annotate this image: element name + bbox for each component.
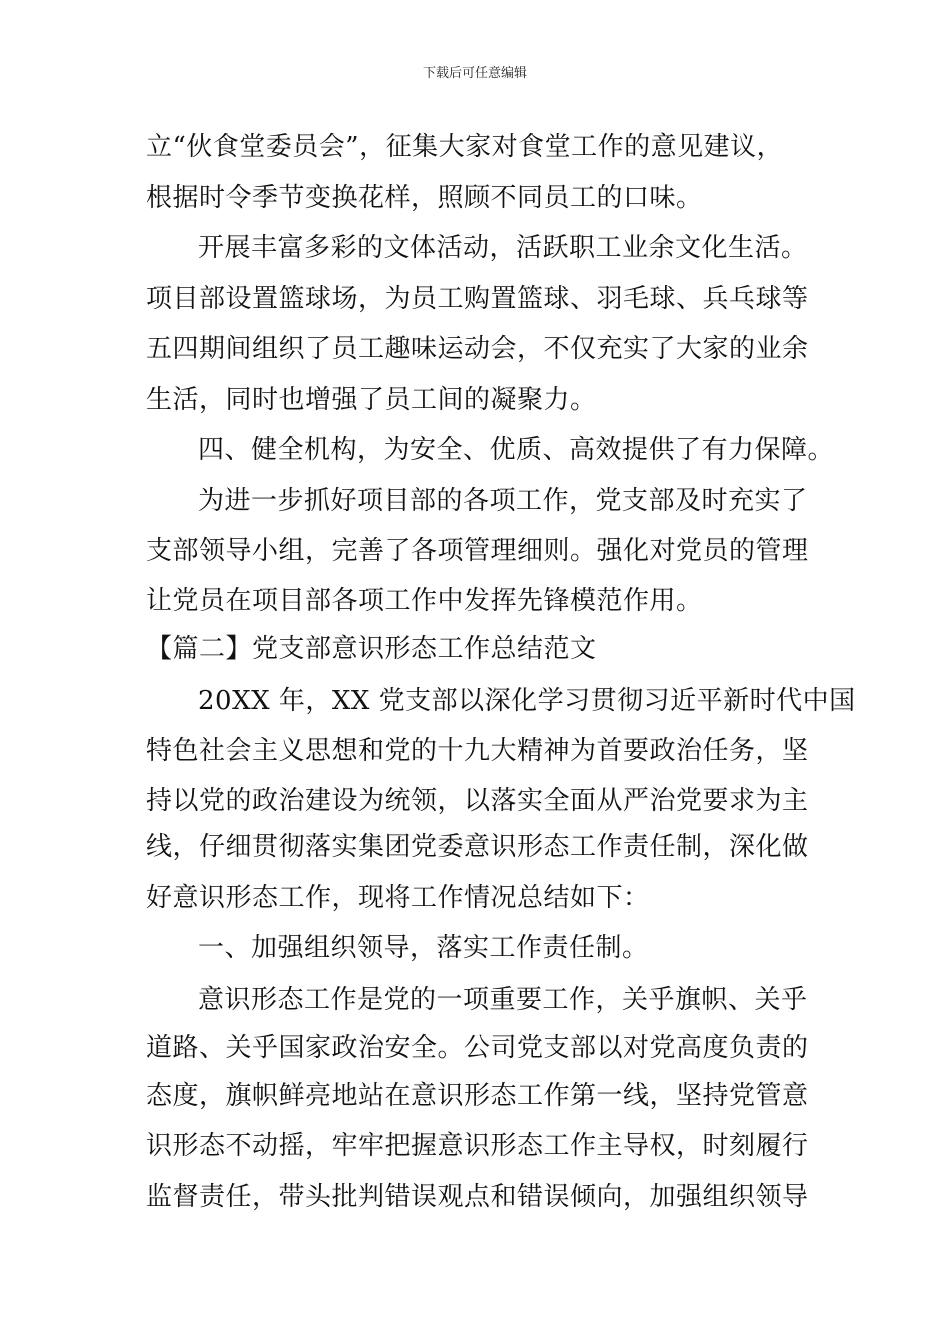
body-line: 特色社会主义思想和党的十九大精神为首要政治任务，坚 bbox=[146, 736, 809, 766]
body-line: 让党员在项目部各项工作中发挥先锋模范作用。 bbox=[146, 586, 703, 616]
body-line: 项目部设置篮球场，为员工购置篮球、羽毛球、兵乓球等 bbox=[146, 284, 809, 314]
body-line: 根据时令季节变换花样，照顾不同员工的口味。 bbox=[146, 183, 703, 213]
article-title: 【篇二】党支部意识形态工作总结范文 bbox=[146, 634, 597, 664]
body-line: 线，仔细贯彻落实集团党委意识形态工作责任制，深化做 bbox=[146, 832, 809, 862]
body-line: 支部领导小组，完善了各项管理细则。强化对党员的管理 bbox=[146, 536, 809, 566]
page-header: 下载后可任意编辑 bbox=[422, 66, 527, 81]
body-line: 识形态不动摇，牢牢把握意识形态工作主导权，时刻履行 bbox=[146, 1131, 809, 1161]
body-line: 道路、关乎国家政治安全。公司党支部以对党高度负责的 bbox=[146, 1033, 809, 1063]
body-line: 为进一步抓好项目部的各项工作，党支部及时充实了 bbox=[198, 486, 808, 516]
body-line: 20XX 年，XX 党支部以深化学习贯彻习近平新时代中国 bbox=[198, 686, 856, 716]
body-line: 立“伙食堂委员会”，征集大家对食堂工作的意见建议， bbox=[146, 132, 784, 162]
body-line: 生活，同时也增强了员工间的凝聚力。 bbox=[146, 385, 597, 415]
section-heading: 一、加强组织领导，落实工作责任制。 bbox=[198, 933, 649, 963]
section-heading: 四、健全机构，为安全、优质、高效提供了有力保障。 bbox=[198, 435, 835, 465]
body-line: 持以党的政治建设为统领，以落实全面从严治党要求为主 bbox=[146, 786, 809, 816]
body-line: 好意识形态工作，现将工作情况总结如下： bbox=[146, 883, 650, 913]
body-line: 意识形态工作是党的一项重要工作，关乎旗帜、关乎 bbox=[198, 985, 808, 1015]
body-line: 监督责任，带头批判错误观点和错误倾向，加强组织领导 bbox=[146, 1182, 809, 1212]
body-line: 五四期间组织了员工趣味运动会，不仅充实了大家的业余 bbox=[146, 334, 809, 364]
body-line: 态度，旗帜鲜亮地站在意识形态工作第一线，坚持党管意 bbox=[146, 1081, 809, 1111]
body-line: 开展丰富多彩的文体活动，活跃职工业余文化生活。 bbox=[198, 233, 808, 263]
